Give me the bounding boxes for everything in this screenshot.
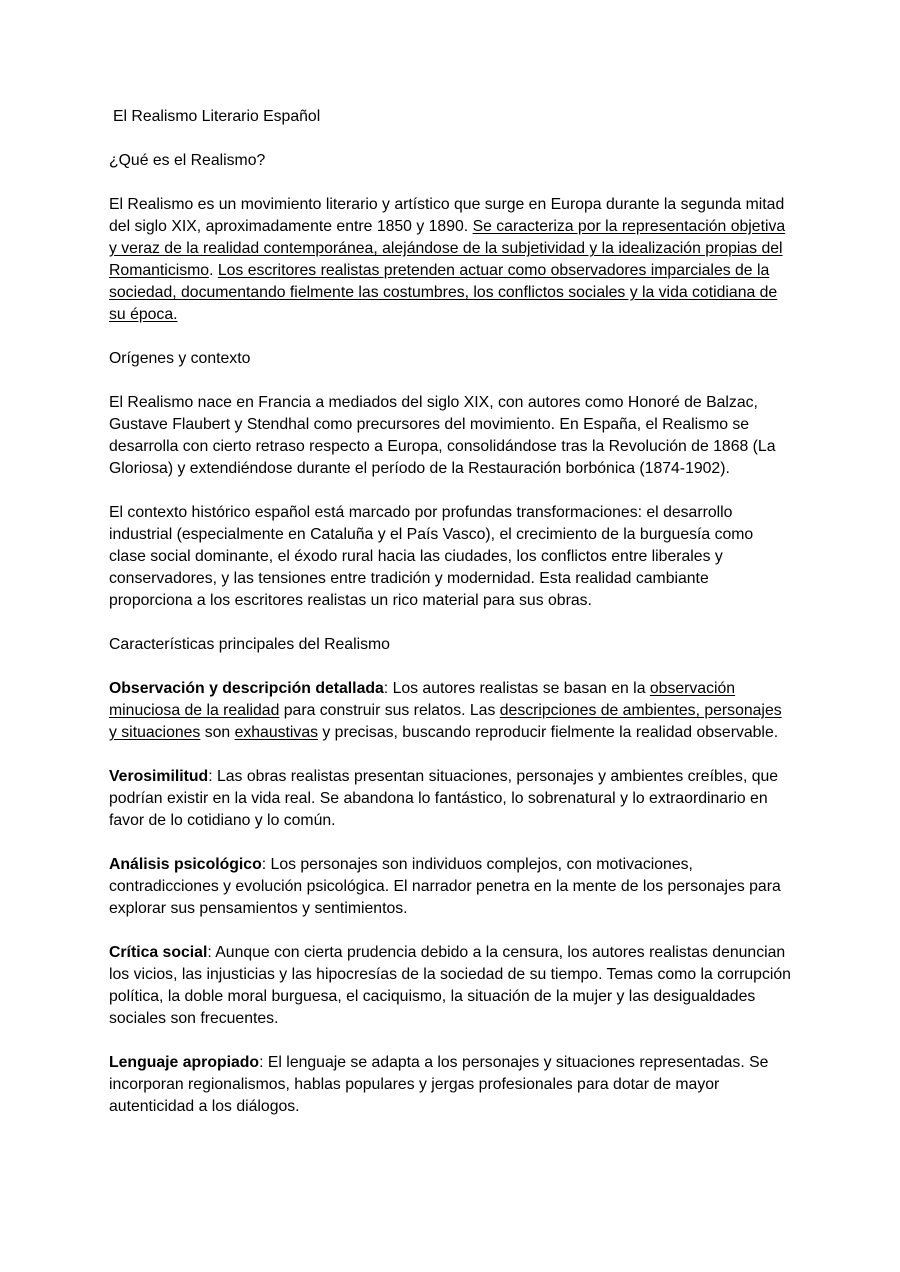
paragraph-text: para construir sus relatos. Las	[279, 702, 500, 719]
underlined-text: Los escritores realistas pretenden actuar como observadores imparciales de la sociedad, documentando fielmente las costumbres, los conflictos sociales y la vida cotidiana de su época.	[109, 262, 778, 323]
underlined-text: exhaustivas	[234, 724, 318, 741]
underlined-text: descripciones de ambientes, personajes y situaciones	[109, 702, 782, 741]
paragraph-observacion	[109, 678, 791, 744]
section-heading-caracteristicas: Características principales del Realismo	[109, 636, 390, 653]
paragraph-text: : Aunque con cierta prudencia debido a la censura, los autores realistas denuncian los vicios, las injusticias y las hipocresías de la sociedad de su tiempo. Temas como la corrupción política, la doble moral burguesa, el caciquismo, la situación de la mujer y las desigualdades sociales son frecuentes.	[109, 944, 791, 1027]
term-label: Crítica social	[109, 944, 208, 961]
term-label: Observación y descripción detallada	[109, 680, 384, 697]
paragraph-text: : El lenguaje se adapta a los personajes y situaciones representadas. Se incorporan regionalismos, hablas populares y jergas profesionales para dotar de mayor autenticidad a los diálogos.	[109, 1054, 769, 1115]
paragraph-critica	[109, 942, 791, 1030]
term-label: Lenguaje apropiado	[109, 1054, 260, 1071]
paragraph-text: : Los personajes son individuos complejos, con motivaciones, contradicciones y evolución psicológica. El narrador penetra en la mente de los personajes para explorar sus pensamientos y sentimientos.	[109, 856, 781, 917]
paragraph-verosimilitud	[109, 766, 791, 832]
section-heading-que-es: ¿Qué es el Realismo?	[109, 152, 266, 169]
paragraph-lenguaje	[109, 1052, 791, 1118]
paragraph-text: El Realismo es un movimiento literario y artístico que surge en Europa durante la segunda mitad del siglo XIX, aproximadamente entre 1850 y 1890.	[109, 196, 785, 235]
document-page	[109, 106, 791, 1140]
paragraph-analisis	[109, 854, 791, 920]
paragraph-origenes: El Realismo nace en Francia a mediados del siglo XIX, con autores como Honoré de Balzac, Gustave Flaubert y Stendhal como precursores del movimiento. En España, el Realismo se desarrolla con cierto retraso respecto a Europa, consolidándose tras la Revolución de 1868 (La Gloriosa) y extendiéndose durante el período de la Restauración borbónica (1874-1902).	[109, 394, 776, 477]
document-title: El Realismo Literario Español	[113, 108, 321, 125]
paragraph-definicion	[109, 194, 791, 326]
paragraph-text: : Las obras realistas presentan situaciones, personajes y ambientes creíbles, que podrían existir en la vida real. Se abandona lo fantástico, lo sobrenatural y lo extraordinario en favor de lo cotidiano y lo común.	[109, 768, 779, 829]
term-label: Verosimilitud	[109, 768, 209, 785]
paragraph-text: .	[209, 262, 218, 279]
paragraph-contexto: El contexto histórico español está marcado por profundas transformaciones: el desarrollo industrial (especialmente en Cataluña y el País Vasco), el crecimiento de la burguesía como clase social dominante, el éxodo rural hacia las ciudades, los conflictos entre liberales y conservadores, y las tensiones entre tradición y modernidad. Esta realidad cambiante proporciona a los escritores realistas un rico material para sus obras.	[109, 504, 754, 609]
term-label: Análisis psicológico	[109, 856, 262, 873]
paragraph-text: son	[200, 724, 235, 741]
underlined-text: Se caracteriza por la representación objetiva y veraz de la realidad contemporánea, alejándose de la subjetividad y la idealización propias del Romanticismo	[109, 218, 786, 279]
section-heading-origenes: Orígenes y contexto	[109, 350, 251, 367]
paragraph-text: y precisas, buscando reproducir fielmente la realidad observable.	[318, 724, 779, 741]
paragraph-text: : Los autores realistas se basan en la	[383, 680, 650, 697]
underlined-text: observación minuciosa de la realidad	[109, 680, 736, 719]
